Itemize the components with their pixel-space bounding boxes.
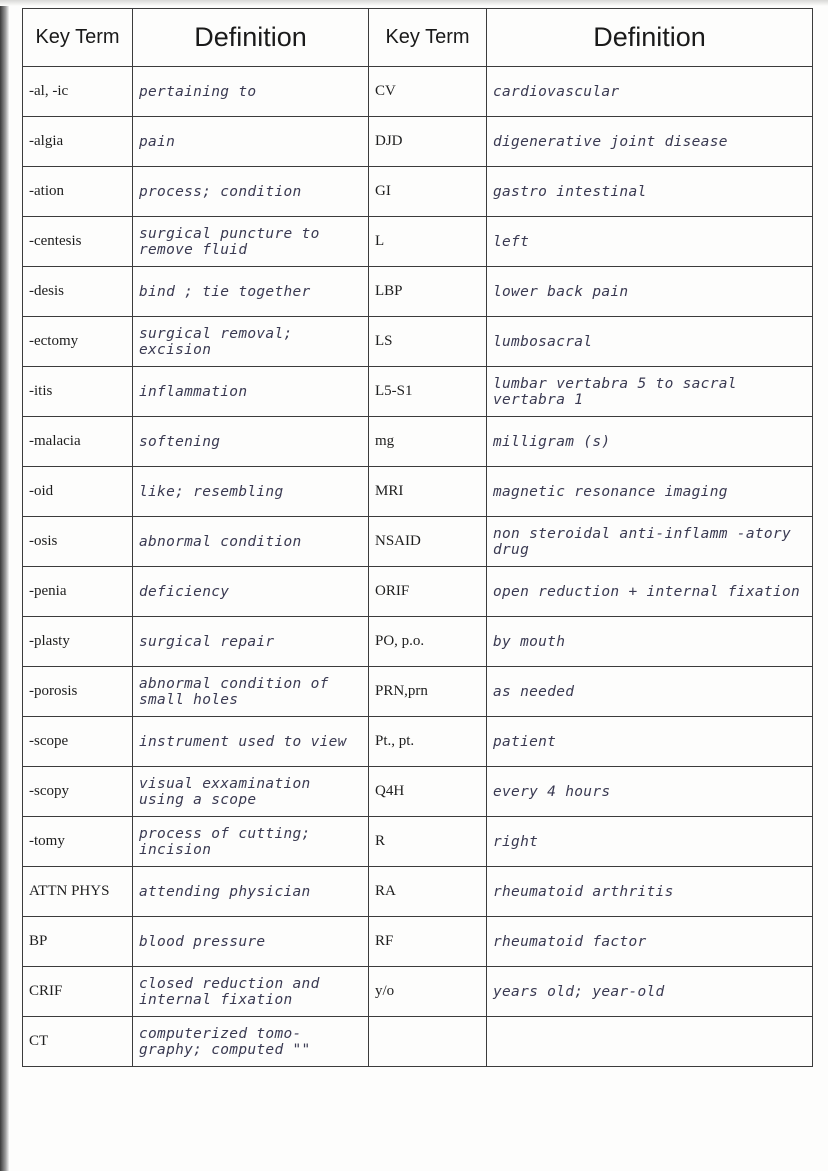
key-term-cell: CT <box>23 1017 133 1067</box>
key-term-cell: ORIF <box>369 567 487 617</box>
definition-cell <box>487 1017 813 1067</box>
page-top-shadow <box>0 0 828 6</box>
table-row <box>23 267 813 317</box>
table-row <box>23 117 813 167</box>
table-row <box>23 417 813 467</box>
key-term-cell: LBP <box>369 267 487 317</box>
key-term-cell: L <box>369 217 487 267</box>
definition-cell: softening <box>133 417 369 467</box>
definition-cell: years old; year-old <box>487 967 813 1017</box>
page-binding-shadow <box>0 0 9 1171</box>
definition-cell: gastro intestinal <box>487 167 813 217</box>
key-term-cell: -centesis <box>23 217 133 267</box>
definition-cell: attending physician <box>133 867 369 917</box>
definition-cell: non steroidal anti-inflamm -atory drug <box>487 517 813 567</box>
table-row <box>23 867 813 917</box>
key-term-cell: -oid <box>23 467 133 517</box>
table-row <box>23 167 813 217</box>
definition-cell: magnetic resonance imaging <box>487 467 813 517</box>
definition-cell: milligram (s) <box>487 417 813 467</box>
key-term-cell: RA <box>369 867 487 917</box>
header-definition-1: Definition <box>133 9 369 67</box>
definition-cell: process; condition <box>133 167 369 217</box>
definition-cell: open reduction + internal fixation <box>487 567 813 617</box>
key-term-cell: Q4H <box>369 767 487 817</box>
header-definition-2: Definition <box>487 9 813 67</box>
table-row <box>23 567 813 617</box>
definition-cell: lumbar vertabra 5 to sacral vertabra 1 <box>487 367 813 417</box>
table-row <box>23 767 813 817</box>
definition-cell: visual exxamination using a scope <box>133 767 369 817</box>
key-term-cell: -tomy <box>23 817 133 867</box>
key-term-cell: mg <box>369 417 487 467</box>
table-row <box>23 317 813 367</box>
key-term-cell: -al, -ic <box>23 67 133 117</box>
key-term-cell: -desis <box>23 267 133 317</box>
definition-cell: bind ; tie together <box>133 267 369 317</box>
table-row <box>23 67 813 117</box>
definition-cell: rheumatoid arthritis <box>487 867 813 917</box>
key-term-cell: L5-S1 <box>369 367 487 417</box>
definition-cell: pain <box>133 117 369 167</box>
header-row <box>23 9 813 67</box>
definition-cell: surgical removal; excision <box>133 317 369 367</box>
definition-cell: computerized tomo- graphy; computed "" <box>133 1017 369 1067</box>
definition-cell: process of cutting; incision <box>133 817 369 867</box>
key-term-cell: y/o <box>369 967 487 1017</box>
table-row <box>23 917 813 967</box>
key-term-cell: -plasty <box>23 617 133 667</box>
key-term-cell: -ectomy <box>23 317 133 367</box>
key-term-cell: -algia <box>23 117 133 167</box>
table-row <box>23 817 813 867</box>
definition-cell: abnormal condition <box>133 517 369 567</box>
table-row <box>23 967 813 1017</box>
definition-cell: as needed <box>487 667 813 717</box>
key-term-cell: R <box>369 817 487 867</box>
key-term-cell: -porosis <box>23 667 133 717</box>
definition-cell: patient <box>487 717 813 767</box>
key-term-cell: NSAID <box>369 517 487 567</box>
definition-cell: left <box>487 217 813 267</box>
definition-cell: by mouth <box>487 617 813 667</box>
key-term-cell: MRI <box>369 467 487 517</box>
definition-cell: surgical repair <box>133 617 369 667</box>
definition-cell: surgical puncture to remove fluid <box>133 217 369 267</box>
key-term-cell: -penia <box>23 567 133 617</box>
key-term-cell: PRN,prn <box>369 667 487 717</box>
table-body <box>23 67 813 1067</box>
key-term-cell: GI <box>369 167 487 217</box>
definition-cell: instrument used to view <box>133 717 369 767</box>
key-term-cell: BP <box>23 917 133 967</box>
table-row <box>23 467 813 517</box>
key-term-cell: RF <box>369 917 487 967</box>
table-row <box>23 517 813 567</box>
key-term-cell: -ation <box>23 167 133 217</box>
key-term-cell: -malacia <box>23 417 133 467</box>
definition-cell: rheumatoid factor <box>487 917 813 967</box>
key-term-cell: -osis <box>23 517 133 567</box>
key-term-cell: ATTN PHYS <box>23 867 133 917</box>
definition-cell: every 4 hours <box>487 767 813 817</box>
header-key-term-2: Key Term <box>369 9 487 67</box>
key-term-cell: -itis <box>23 367 133 417</box>
definition-cell: closed reduction and internal fixation <box>133 967 369 1017</box>
key-term-cell: -scopy <box>23 767 133 817</box>
key-term-cell: Pt., pt. <box>369 717 487 767</box>
table-row <box>23 217 813 267</box>
key-term-table <box>22 8 813 1067</box>
definition-cell: pertaining to <box>133 67 369 117</box>
definition-cell: inflammation <box>133 367 369 417</box>
definition-cell: lower back pain <box>487 267 813 317</box>
key-term-cell: PO, p.o. <box>369 617 487 667</box>
definition-cell: cardiovascular <box>487 67 813 117</box>
table-row <box>23 717 813 767</box>
table-row <box>23 667 813 717</box>
key-term-cell: DJD <box>369 117 487 167</box>
table-row <box>23 367 813 417</box>
definition-cell: abnormal condition of small holes <box>133 667 369 717</box>
key-term-cell: CV <box>369 67 487 117</box>
definition-cell: deficiency <box>133 567 369 617</box>
definition-cell: blood pressure <box>133 917 369 967</box>
definition-cell: right <box>487 817 813 867</box>
header-key-term-1: Key Term <box>23 9 133 67</box>
definition-cell: digenerative joint disease <box>487 117 813 167</box>
table-row <box>23 1017 813 1067</box>
definition-cell: lumbosacral <box>487 317 813 367</box>
key-term-cell: CRIF <box>23 967 133 1017</box>
definition-cell: like; resembling <box>133 467 369 517</box>
key-term-cell: LS <box>369 317 487 367</box>
key-term-cell: -scope <box>23 717 133 767</box>
table-row <box>23 617 813 667</box>
key-term-cell <box>369 1017 487 1067</box>
